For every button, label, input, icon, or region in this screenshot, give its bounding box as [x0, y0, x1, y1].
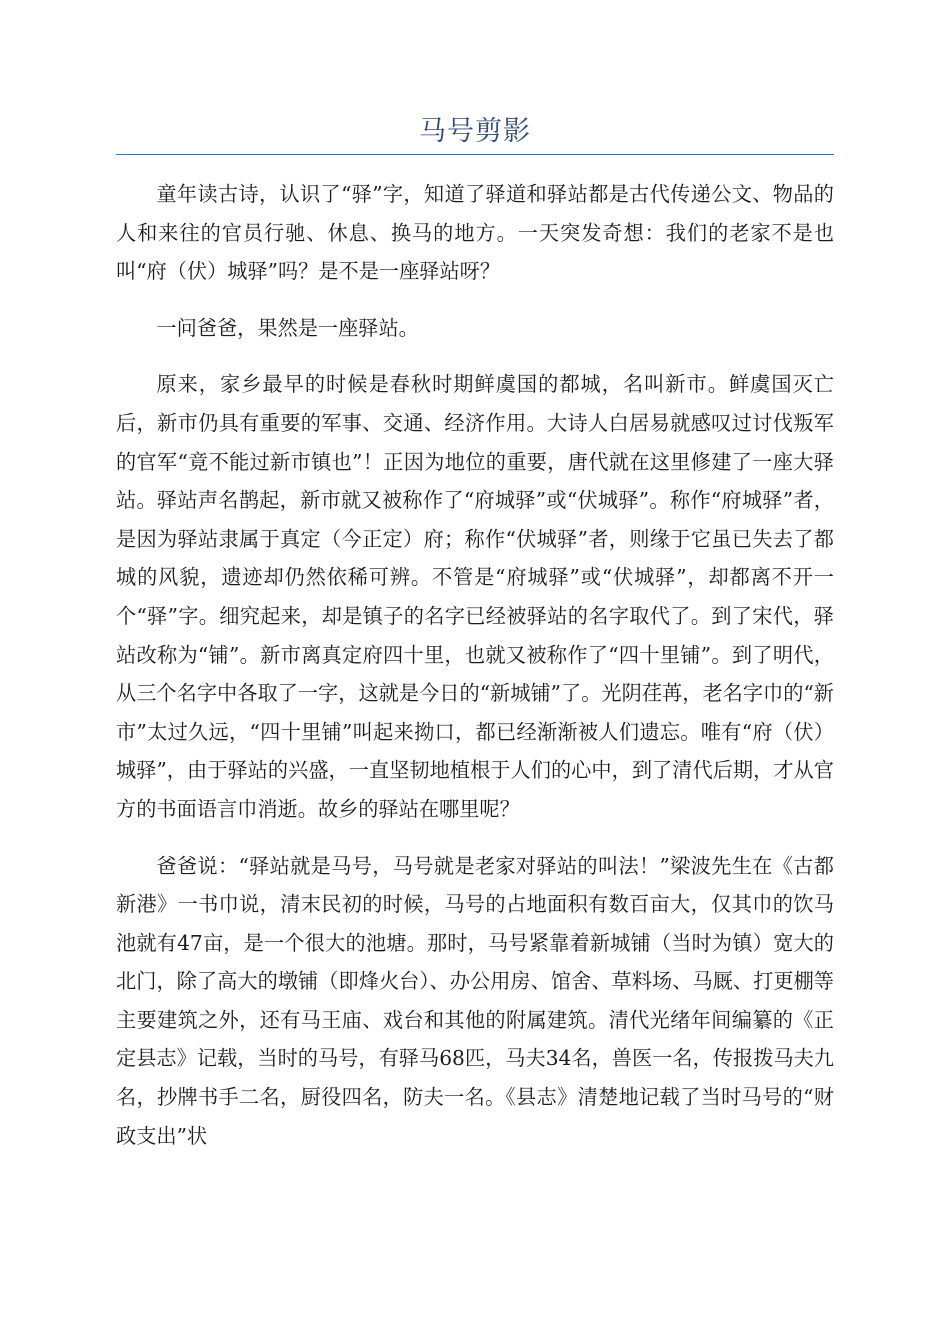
document-title: 马号剪影 [419, 116, 531, 147]
document-body [116, 175, 834, 1173]
title-underline-divider [116, 154, 834, 155]
paragraph-3: 原来，家乡最早的时候是春秋时期鲜虞国的都城，名叫新市。鲜虞国灭亡后，新市仍具有重要的军事、交通、经济作用。大诗人白居易就感叹过讨伐叛军的官军“竟不能过新市镇也”！正因为地位的重要，唐代就在这里修建了一座大驿站。驿站声名鹊起，新市就又被称作了“府城驿”或“伏城驿”。称作“府城驿”者，是因为驿站隶属于真定（今正定）府；称作“伏城驿”者，则缘于它虽已失去了都城的风貌，遗迹却仍然依稀可辨。不管是“府城驿”或“伏城驿”，却都离不开一个“驿”字。细究起来，却是镇子的名字已经被驿站的名字取代了。到了宋代，驿站改称为“铺”。新市离真定府四十里，也就又被称作了“四十里铺”。到了明代，从三个名字中各取了一字，这就是今日的“新城铺”了。光阴荏苒，老名字巾的“新市”太过久远，“四十里铺”叫起来拗口，都已经渐渐被人们遗忘。唯有“府（伏）城驿”，由于驿站的兴盛，一直坚韧地植根于人们的心中，到了清代后期，才从官方的书面语言巾消逝。故乡的驿站在哪里呢？ [116, 372, 834, 821]
paragraph-2: 一问爸爸，果然是一座驿站。 [156, 315, 419, 340]
paragraph-1: 童年读古诗，认识了“驿”字，知道了驿道和驿站都是古代传递公文、物品的人和来往的官员行驰、休息、换马的地方。一天突发奇想：我们的老家不是也叫“府（伏）城驿”吗？是不是一座驿站呀？ [116, 182, 834, 284]
paragraph-4: 爸爸说：“驿站就是马号，马号就是老家对驿站的叫法！”梁波先生在《古都新港》一书巾说，清末民初的时候，马号的占地面积有数百亩大，仅其巾的饮马池就有47亩，是一个很大的池塘。那时，马号紧靠着新城铺（当时为镇）宽大的北门，除了高大的墩铺（即烽火台）、办公用房、馆舍、草料场、马厩、打更棚等主要建筑之外，还有马王庙、戏台和其他的附属建筑。清代光绪年间编纂的《正定县志》记载，当时的马号，有驿马68匹，马夫34名，兽医一名，传报拨马夫九名，抄牌书手二名，厨役四名，防夫一名。《县志》清楚地记载了当时马号的“财政支出”状 [116, 853, 834, 1148]
